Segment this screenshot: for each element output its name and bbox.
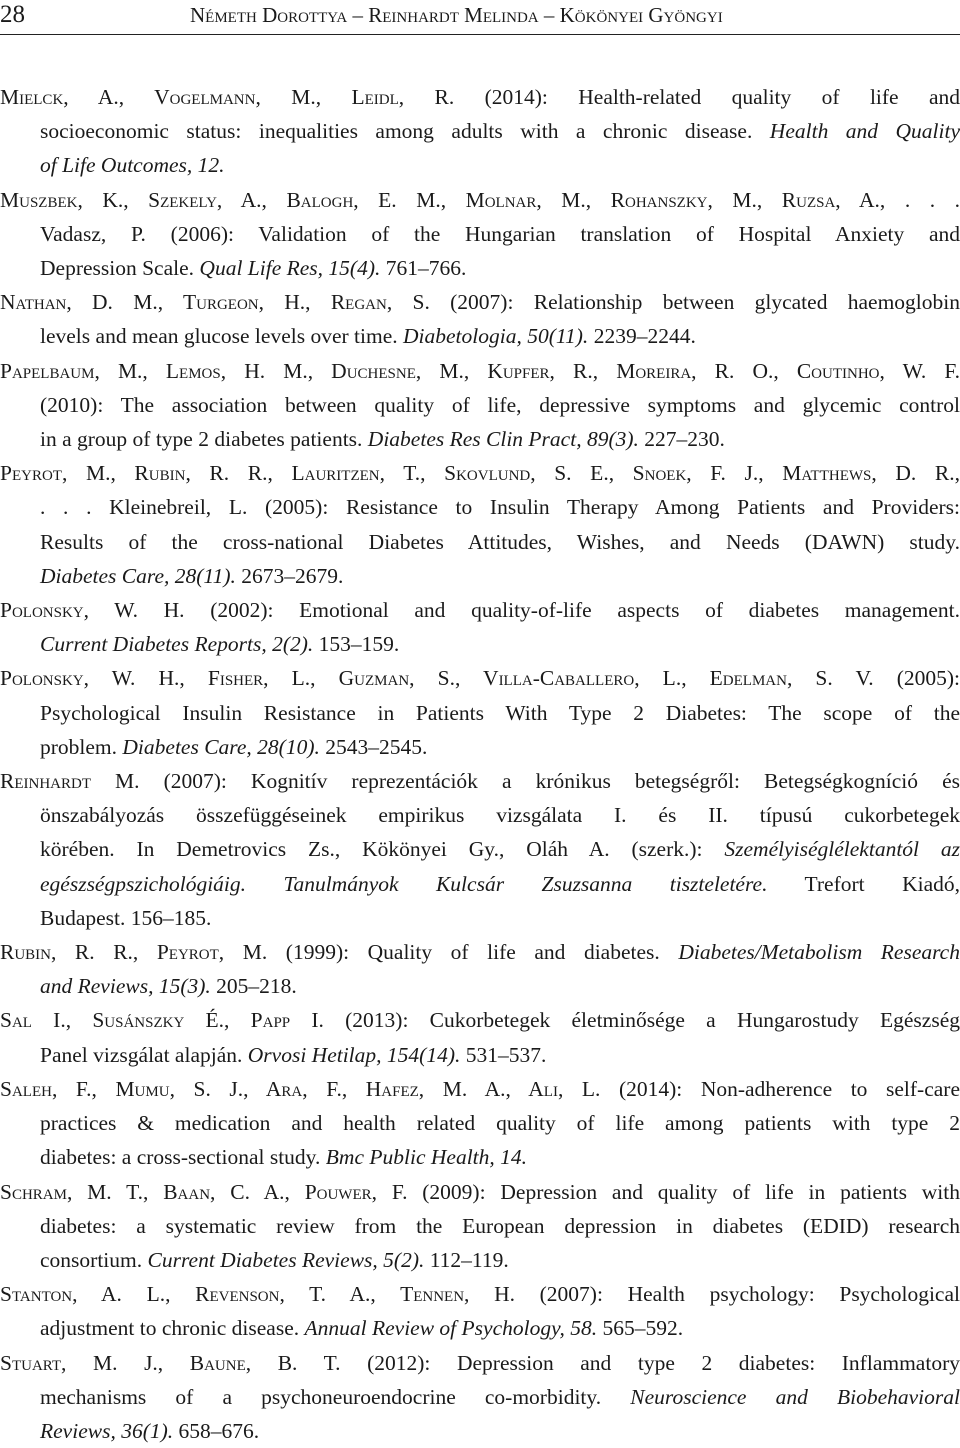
reference-line	[40, 1106, 960, 1140]
page-range: 565–592.	[597, 1316, 684, 1341]
reference-line	[40, 251, 960, 285]
reference-text: önszabályozás összefüggéseinek empirikus vizsgálata I. és II. típusú cukorbetegek	[40, 803, 960, 828]
journal-title: Diabetes Care, 28(11).	[40, 563, 236, 588]
reference-authors: Mielck, A., Vogelmann, M., Leidl, R.	[0, 85, 485, 109]
reference-line	[40, 422, 960, 456]
reference-text: levels and mean glucose levels over time.	[40, 324, 403, 349]
reference-text: practices & medication and health related quality of life among patients with type 2	[40, 1111, 960, 1136]
reference-authors: Nathan, D. M., Turgeon, H., Regan, S.	[0, 290, 451, 315]
reference-authors: Reinhardt M.	[0, 769, 164, 794]
reference-line	[0, 1346, 960, 1380]
reference-line	[40, 525, 960, 559]
page-range: 153–159.	[313, 632, 400, 657]
reference-authors: Rubin, R. R., Peyrot, M.	[0, 940, 286, 965]
reference-line	[0, 456, 960, 490]
page-header	[0, 0, 960, 32]
reference-entry	[0, 1277, 960, 1345]
book-title: egészségpszichológiáig. Tanulmányok Kulcsár Zsuzsanna tiszteletére.	[40, 871, 768, 896]
reference-text: problem.	[40, 734, 123, 759]
reference-line	[40, 490, 960, 524]
reference-line	[40, 388, 960, 422]
reference-text: Results of the cross-national Diabetes Attitudes, Wishes, and Needs (DAWN) study.	[40, 529, 960, 554]
journal-title: Current Diabetes Reviews, 5(2).	[147, 1247, 425, 1272]
reference-line	[40, 867, 960, 901]
reference-entry	[0, 354, 960, 457]
reference-line	[40, 1038, 960, 1072]
reference-text: körében. In Demetrovics Zs., Kökönyei Gy., Oláh A. (szerk.):	[40, 837, 725, 862]
page-range: 112–119.	[424, 1247, 509, 1272]
reference-entry	[0, 1072, 960, 1175]
reference-line	[40, 148, 960, 182]
reference-line	[0, 1003, 960, 1037]
reference-line	[40, 1209, 960, 1243]
journal-title: Health and Quality	[769, 119, 960, 144]
reference-authors: Sal I., Susánszky É., Papp I.	[0, 1008, 346, 1033]
reference-line	[40, 832, 960, 866]
page-range: 658–676.	[173, 1418, 260, 1443]
reference-text: in a group of type 2 diabetes patients.	[40, 427, 368, 452]
reference-line	[0, 661, 960, 695]
reference-text: Mielck, A., Vogelmann, M., Leidl, R. (2014): Health-related quality of life and	[0, 85, 960, 109]
page-range: 761–766.	[380, 256, 467, 281]
journal-title: Bmc Public Health, 14.	[325, 1145, 528, 1170]
reference-text: . . . Kleinebreil, L. (2005): Resistance to Insulin Therapy Among Patients and Providers:	[40, 495, 960, 520]
reference-text: Peyrot, M., Rubin, R. R., Lauritzen, T., Skovlund, S. E., Snoek, F. J., Matthews, D. R.,	[0, 461, 960, 486]
reference-text: consortium.	[40, 1247, 148, 1272]
page-range: 205–218.	[210, 974, 297, 999]
reference-text: Polonsky, W. H. (2002): Emotional and quality-of-life aspects of diabetes management.	[0, 598, 960, 623]
journal-title: Qual Life Res, 15(4).	[199, 256, 381, 281]
reference-entry	[0, 1175, 960, 1278]
reference-line	[40, 627, 960, 661]
reference-text: (2010): The association between quality of life, depressive symptoms and glycemic control	[40, 392, 960, 417]
reference-text: Rubin, R. R., Peyrot, M. (1999): Quality of life and diabetes.	[0, 940, 679, 965]
reference-line	[0, 1277, 960, 1311]
reference-text: Budapest. 156–185.	[40, 905, 212, 930]
reference-entry	[0, 764, 960, 935]
reference-list	[0, 80, 960, 1443]
reference-authors: Stanton, A. L., Revenson, T. A., Tennen, H.	[0, 1282, 540, 1307]
reference-line	[40, 1311, 960, 1345]
reference-line	[0, 764, 960, 798]
reference-line	[0, 1072, 960, 1106]
reference-text: Papelbaum, M., Lemos, H. M., Duchesne, M., Kupfer, R., Moreira, R. O., Coutinho, W. F.	[0, 358, 960, 383]
reference-entry	[0, 183, 960, 286]
reference-line	[40, 217, 960, 251]
journal-title: Diabetologia, 50(11).	[403, 324, 589, 349]
reference-line	[0, 935, 960, 969]
reference-entry	[0, 1003, 960, 1071]
reference-text: Saleh, F., Mumu, S. J., Ara, F., Hafez, M. A., Ali, L. (2014): Non-adherence to self-care	[0, 1076, 960, 1101]
reference-entry	[0, 80, 960, 183]
page-range: 2543–2545.	[319, 734, 428, 759]
reference-text: Reinhardt M. (2007): Kognitív reprezentációk a krónikus betegségről: Betegségkogníció és	[0, 769, 960, 794]
journal-title: Diabetes Res Clin Pract, 89(3).	[367, 427, 639, 452]
reference-line	[40, 798, 960, 832]
page-range: 531–537.	[460, 1042, 547, 1067]
reference-line	[40, 1243, 960, 1277]
reference-text: Panel vizsgálat alapján.	[40, 1042, 248, 1067]
reference-line	[0, 354, 960, 388]
reference-entry	[0, 593, 960, 661]
book-title: Személyiséglélektantól az	[724, 837, 960, 862]
reference-text: adjustment to chronic disease.	[40, 1316, 305, 1341]
reference-line	[0, 285, 960, 319]
journal-title: and Reviews, 15(3).	[40, 974, 211, 999]
reference-line	[40, 696, 960, 730]
reference-text: Polonsky, W. H., Fisher, L., Guzman, S., Villa-Caballero, L., Edelman, S. V. (2005):	[0, 666, 960, 691]
reference-text: Nathan, D. M., Turgeon, H., Regan, S. (2007): Relationship between glycated haemoglobin	[0, 290, 960, 315]
journal-title: Orvosi Hetilap, 154(14).	[247, 1042, 461, 1067]
reference-authors: Polonsky, W. H., Fisher, L., Guzman, S., Villa-Caballero, L., Edelman, S. V.	[0, 666, 897, 691]
page-number: 28	[0, 1, 25, 28]
reference-line	[0, 183, 960, 217]
reference-line	[40, 1140, 960, 1174]
reference-line	[0, 80, 960, 114]
reference-text: Stuart, M. J., Baune, B. T. (2012): Depression and type 2 diabetes: Inflammatory	[0, 1350, 960, 1375]
reference-line	[40, 319, 960, 353]
reference-text: Stanton, A. L., Revenson, T. A., Tennen, H. (2007): Health psychology: Psychological	[0, 1282, 960, 1307]
journal-title: Diabetes/Metabolism Research	[678, 940, 960, 965]
page-range: 2239–2244.	[588, 324, 696, 349]
reference-line	[0, 1175, 960, 1209]
page-range: 227–230.	[638, 427, 725, 452]
reference-entry	[0, 935, 960, 1003]
reference-line	[40, 1414, 960, 1448]
header-rule	[0, 34, 960, 35]
reference-text: diabetes: a systematic review from the European depression in diabetes (EDID) research	[40, 1213, 960, 1238]
reference-text: socioeconomic status: inequalities among adults with a chronic disease.	[40, 119, 770, 144]
reference-text: Vadasz, P. (2006): Validation of the Hungarian translation of Hospital Anxiety and	[40, 221, 960, 246]
reference-authors: Saleh, F., Mumu, S. J., Ara, F., Hafez, M. A., Ali, L.	[0, 1076, 619, 1101]
journal-title: Current Diabetes Reports, 2(2).	[40, 632, 314, 657]
journal-title: Reviews, 36(1).	[40, 1418, 174, 1443]
reference-authors: Polonsky, W. H.	[0, 598, 211, 623]
reference-text: Depression Scale.	[40, 256, 200, 281]
reference-entry	[0, 1346, 960, 1448]
journal-title: Diabetes Care, 28(10).	[122, 734, 320, 759]
journal-title: Annual Review of Psychology, 58.	[304, 1316, 598, 1341]
reference-text: Schram, M. T., Baan, C. A., Pouwer, F. (2009): Depression and quality of life in patients with	[0, 1179, 960, 1204]
reference-line	[40, 1380, 960, 1414]
reference-text: Muszbek, K., Szekely, A., Balogh, E. M., Molnar, M., Rohanszky, M., Ruzsa, A., . . .	[0, 187, 960, 212]
reference-text: Sal I., Susánszky É., Papp I. (2013): Cukorbetegek életminősége a Hungarostudy Egészség	[0, 1008, 960, 1033]
reference-text: mechanisms of a psychoneuroendocrine co-morbidity.	[40, 1384, 631, 1409]
reference-entry	[0, 285, 960, 353]
reference-line	[40, 730, 960, 764]
reference-line	[40, 901, 960, 935]
reference-text: diabetes: a cross-sectional study.	[40, 1145, 326, 1170]
reference-authors: Stuart, M. J., Baune, B. T.	[0, 1350, 368, 1375]
page-range: 2673–2679.	[235, 563, 344, 588]
journal-title: of Life Outcomes, 12.	[40, 153, 225, 178]
reference-line	[40, 114, 960, 148]
journal-title: Neuroscience and Biobehavioral	[630, 1384, 960, 1409]
reference-line	[40, 969, 960, 1003]
reference-authors: Schram, M. T., Baan, C. A., Pouwer, F.	[0, 1179, 423, 1204]
reference-line	[0, 593, 960, 627]
reference-text: Psychological Insulin Resistance in Patients With Type 2 Diabetes: The scope of the	[40, 700, 960, 725]
reference-line	[40, 559, 960, 593]
reference-entry	[0, 456, 960, 593]
reference-entry	[0, 661, 960, 764]
running-head: Németh Dorottya – Reinhardt Melinda – Kökönyei Gyöngyi	[190, 3, 723, 27]
publisher: Trefort Kiadó,	[767, 871, 960, 896]
